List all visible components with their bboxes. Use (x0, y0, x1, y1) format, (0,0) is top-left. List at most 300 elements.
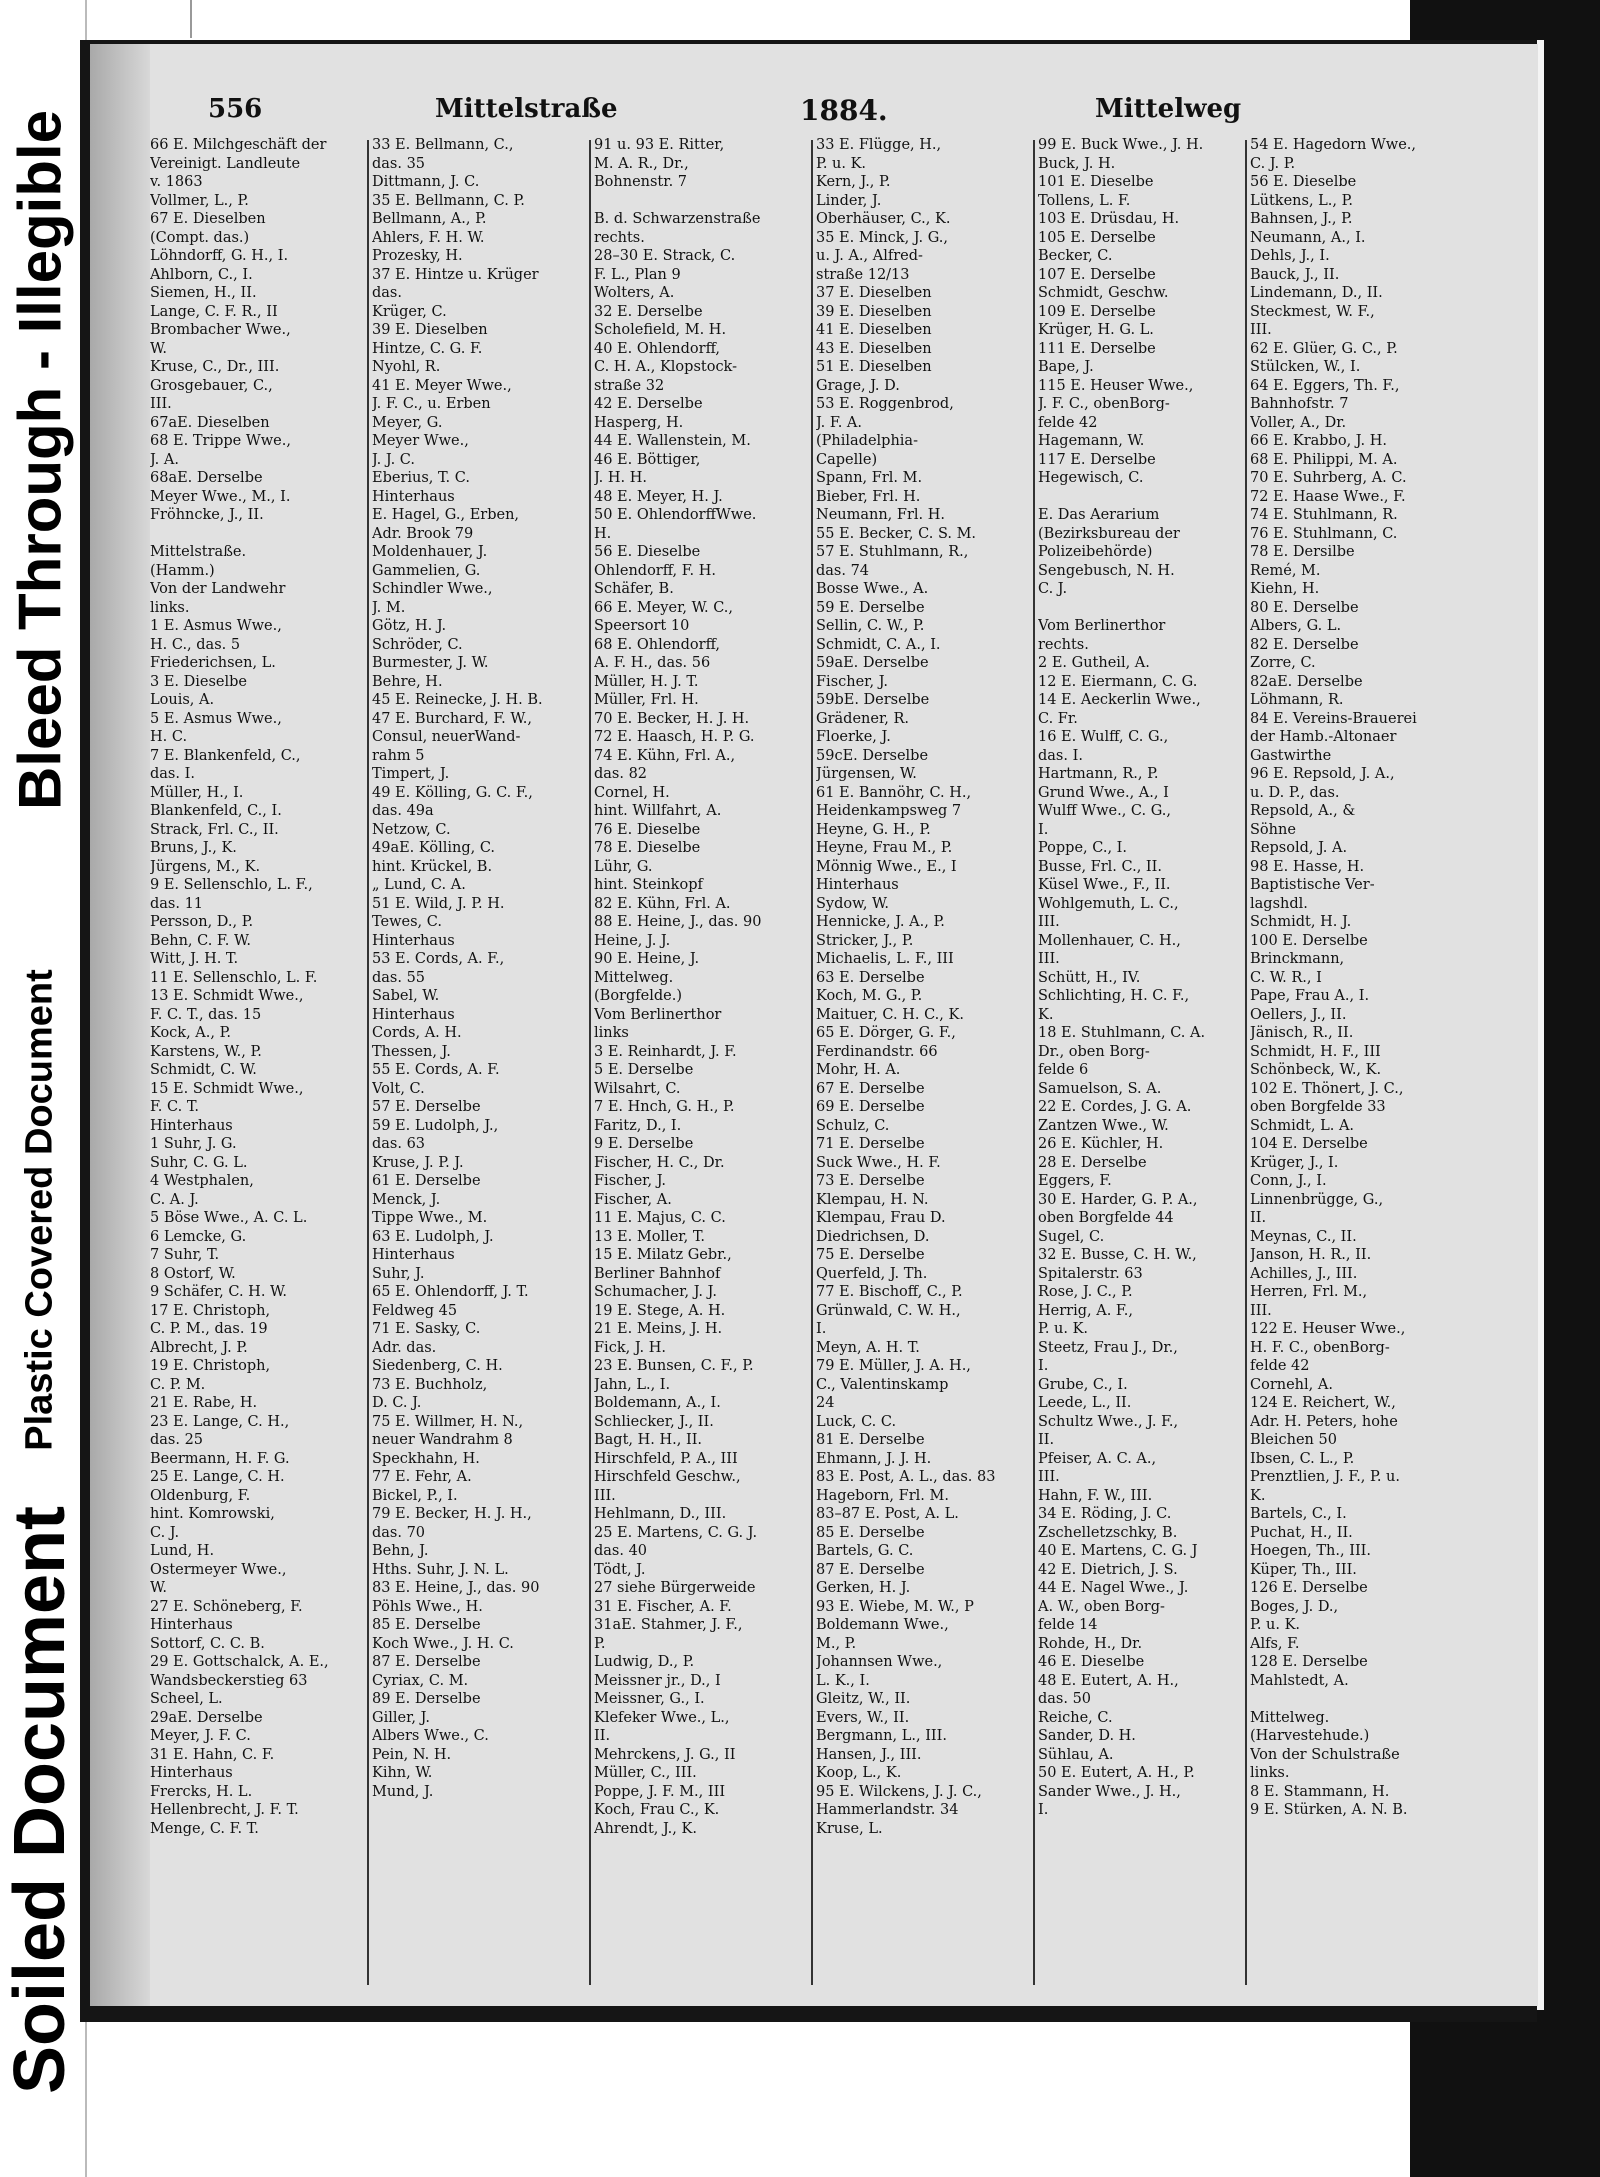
directory-entry: 48 E. Eutert, A. H., (1038, 1672, 1179, 1689)
directory-entry: 19 E. Christoph, (150, 1358, 271, 1374)
directory-entry: Brombacher Wwe., (150, 322, 291, 338)
directory-entry: Scheel, L. (150, 1691, 223, 1707)
directory-entry: H. F. C., obenBorg- (1250, 1339, 1390, 1356)
directory-entry: 8 E. Stammann, H. (1250, 1783, 1390, 1800)
directory-entry: Hahn, F. W., III. (1038, 1487, 1153, 1504)
directory-entry: 27 siehe Bürgerweide (594, 1580, 756, 1596)
directory-entry: 124 E. Reichert, W., (1250, 1395, 1396, 1411)
directory-entry: 40 E. Martens, C. G. J (1038, 1543, 1198, 1559)
directory-entry: (Hamm.) (150, 562, 215, 579)
directory-entry: Hennicke, J. A., P. (816, 914, 945, 930)
directory-entry: Achilles, J., III. (1250, 1265, 1358, 1282)
directory-entry: Kiehn, H. (1250, 581, 1320, 597)
directory-entry: Baptistische Ver- (1250, 877, 1375, 893)
directory-entry: Sengebusch, N. H. (1038, 562, 1175, 579)
directory-entry: 105 E. Derselbe (1038, 229, 1156, 246)
directory-entry: 48 E. Meyer, H. J. (594, 488, 723, 505)
directory-entry: 70 E. Suhrberg, A. C. (1250, 470, 1407, 486)
directory-entry: Brinckmann, (1250, 951, 1345, 967)
directory-column-2 (372, 136, 582, 1986)
directory-entry: rechts. (1038, 636, 1089, 653)
directory-entry: Müller, H., I. (150, 784, 244, 801)
directory-entry: Jürgensen, W. (816, 766, 917, 782)
directory-entry: 75 E. Derselbe (816, 1247, 925, 1263)
directory-entry: hint. Steinkopf (594, 877, 703, 893)
directory-entry: 7 E. Blankenfeld, C., (150, 747, 301, 764)
directory-entry: Herrig, A. F., (1038, 1302, 1133, 1319)
directory-entry: Kihn, W. (372, 1765, 433, 1781)
directory-page (90, 44, 1538, 2006)
directory-entry: 101 E. Dieselbe (1038, 174, 1154, 190)
directory-column-1 (150, 136, 360, 1986)
directory-entry: Wandsbeckerstieg 63 (150, 1672, 308, 1689)
directory-entry: Scholefield, M. H. (594, 322, 727, 338)
directory-entry: 7 Suhr, T. (150, 1247, 220, 1263)
directory-entry: 111 E. Derselbe (1038, 340, 1156, 357)
directory-entry: 32 E. Derselbe (594, 303, 703, 320)
directory-entry: Steetz, Frau J., Dr., (1038, 1339, 1178, 1356)
directory-entry: Ohlendorff, F. H. (594, 562, 717, 579)
directory-entry: Kruse, C., Dr., III. (150, 359, 280, 375)
directory-entry: felde 42 (1038, 414, 1098, 431)
directory-entry: Samuelson, S. A. (1038, 1080, 1162, 1097)
directory-entry: Sühlau, A. (1038, 1746, 1114, 1763)
directory-entry: Louis, A. (150, 692, 215, 708)
directory-entry: Siemen, H., II. (150, 285, 257, 301)
directory-entry: 76 E. Dieselbe (594, 821, 701, 838)
directory-entry: Meyer, G. (372, 414, 443, 431)
directory-entry: W. (150, 1580, 167, 1596)
directory-entry: Kruse, J. P. J. (372, 1154, 464, 1171)
directory-entry: 2 E. Gutheil, A. (1038, 655, 1150, 671)
directory-entry: 68 E. Ohlendorff, (594, 636, 720, 653)
directory-entry: Lindemann, D., II. (1250, 285, 1383, 301)
directory-entry: Meyer, J. F. C. (150, 1728, 251, 1744)
directory-entry: C. P. M., das. 19 (150, 1321, 268, 1337)
directory-entry: Nyohl, R. (372, 359, 441, 375)
directory-entry: C. J. (150, 1524, 180, 1541)
directory-entry: 68 E. Trippe Wwe., (150, 433, 291, 449)
directory-entry: Adr. das. (372, 1339, 437, 1356)
directory-entry: Rohde, H., Dr. (1038, 1635, 1143, 1652)
directory-entry: Heine, J. J. (594, 932, 671, 949)
directory-entry: 78 E. Dersilbe (1250, 544, 1355, 560)
directory-entry: Hartmann, R., P. (1038, 766, 1159, 782)
directory-column-4 (816, 136, 1026, 1986)
directory-entry (1250, 1690, 1460, 1709)
directory-entry: Hinterhaus (372, 1006, 455, 1023)
directory-entry: 99 E. Buck Wwe., J. H. (1038, 137, 1204, 153)
directory-entry: 51 E. Wild, J. P. H. (372, 895, 505, 912)
directory-entry: Götz, H. J. (372, 618, 447, 634)
directory-entry: Gleitz, W., II. (816, 1691, 911, 1707)
directory-entry: Bartels, C., I. (1250, 1506, 1347, 1522)
directory-entry: Menck, J. (372, 1191, 441, 1208)
directory-entry: 100 E. Derselbe (1250, 932, 1368, 949)
directory-entry: Müller, Frl. H. (594, 692, 699, 708)
directory-entry: Meynas, C., II. (1250, 1228, 1357, 1245)
directory-entry: 49aE. Kölling, C. (372, 840, 496, 856)
directory-entry: 1 E. Asmus Wwe., (150, 618, 282, 634)
directory-entry: Koop, L., K. (816, 1765, 902, 1781)
directory-entry: 96 E. Repsold, J. A., (1250, 766, 1395, 782)
directory-entry: 26 E. Küchler, H. (1038, 1136, 1164, 1152)
directory-entry: 59cE. Derselbe (816, 747, 929, 764)
directory-entry: Zschelletzschky, B. (1038, 1524, 1178, 1541)
directory-entry: Hinterhaus (372, 488, 455, 505)
directory-entry: straße 32 (594, 377, 665, 394)
directory-entry: 87 E. Derselbe (816, 1561, 925, 1578)
directory-entry: Puchat, H., II. (1250, 1524, 1353, 1541)
directory-entry: I. (1038, 821, 1049, 838)
directory-entry: Janson, H. R., II. (1250, 1247, 1372, 1263)
directory-entry: 53 E. Cords, A. F., (372, 951, 505, 967)
directory-entry: das. 50 (1038, 1691, 1092, 1707)
directory-entry: 67aE. Dieselben (150, 414, 270, 431)
running-head-left: Mittelstraße (435, 94, 618, 124)
directory-entry: J. A. (150, 451, 179, 468)
directory-entry: Jahn, L., I. (594, 1376, 671, 1393)
directory-entry: Meissner jr., D., I (594, 1672, 721, 1689)
directory-entry: Cornehl, A. (1250, 1376, 1333, 1393)
directory-entry: 107 E. Derselbe (1038, 266, 1156, 283)
directory-entry: Schindler Wwe., (372, 581, 493, 597)
directory-entry: Löhmann, R. (1250, 692, 1344, 708)
directory-entry: Koch, M. G., P. (816, 988, 923, 1004)
directory-entry: Polizeibehörde) (1038, 544, 1153, 560)
directory-entry: 57 E. Derselbe (372, 1099, 481, 1115)
directory-entry: 67 E. Derselbe (816, 1080, 925, 1097)
directory-entry: Hinterhaus (372, 932, 455, 949)
directory-entry: 1 Suhr, J. G. (150, 1136, 237, 1152)
directory-entry: Grube, C., I. (1038, 1376, 1128, 1393)
directory-entry: Grage, J. D. (816, 377, 900, 394)
directory-entry: Reiche, C. (1038, 1709, 1113, 1726)
directory-entry: II. (594, 1728, 611, 1744)
directory-entry: Blankenfeld, C., I. (150, 803, 282, 819)
column-divider (1033, 140, 1035, 1985)
directory-entry: J. F. A. (816, 414, 863, 431)
column-divider (1245, 140, 1247, 1985)
directory-entry: 83 E. Post, A. L., das. 83 (816, 1469, 996, 1485)
directory-entry: rechts. (594, 229, 645, 246)
directory-entry: Speckhahn, H. (372, 1450, 480, 1467)
directory-entry: D. C. J. (372, 1395, 422, 1411)
directory-entry: 39 E. Dieselben (816, 303, 932, 320)
directory-entry: Sugel, C. (1038, 1228, 1105, 1245)
directory-entry: Poppe, C., I. (1038, 840, 1128, 856)
directory-entry: Schliecker, J., II. (594, 1413, 714, 1430)
directory-entry: Hinterhaus (372, 1247, 455, 1263)
directory-entry: III. (150, 396, 172, 412)
directory-entry: Mund, J. (372, 1783, 434, 1800)
directory-entry: 15 E. Schmidt Wwe., (150, 1080, 304, 1097)
directory-entry: Bellmann, A., P. (372, 211, 487, 227)
directory-entry: Menge, C. F. T. (150, 1820, 259, 1837)
directory-entry: E. Hagel, G., Erben, (372, 507, 520, 523)
directory-entry: das. 35 (372, 155, 426, 172)
directory-entry: Hasperg, H. (594, 414, 684, 431)
binding-gutter (90, 44, 150, 2006)
directory-entry: Beermann, H. F. G. (150, 1450, 290, 1467)
directory-entry: Heyne, Frau M., P. (816, 840, 953, 856)
directory-entry: Capelle) (816, 451, 878, 468)
directory-entry: Fischer, H. C., Dr. (594, 1154, 725, 1171)
directory-entry: (Borgfelde.) (594, 988, 682, 1004)
directory-entry: Kruse, L. (816, 1820, 883, 1837)
directory-entry: 87 E. Derselbe (372, 1654, 481, 1670)
directory-entry: M., P. (816, 1635, 857, 1652)
directory-entry: Lund, H. (150, 1543, 215, 1559)
directory-entry: Hirschfeld Geschw., (594, 1469, 741, 1485)
directory-entry: Klefeker Wwe., L., (594, 1709, 730, 1726)
directory-entry: Strack, Frl. C., II. (150, 821, 279, 838)
directory-entry: Bickel, P., I. (372, 1487, 458, 1504)
directory-entry: Timpert, J. (372, 766, 450, 782)
directory-entry: 45 E. Reinecke, J. H. B. (372, 692, 543, 708)
directory-entry: Spann, Frl. M. (816, 470, 923, 486)
directory-entry: Suhr, J. (372, 1265, 425, 1282)
directory-entry: Feldweg 45 (372, 1302, 458, 1319)
directory-entry: 69 E. Derselbe (816, 1099, 925, 1115)
directory-entry: 82aE. Derselbe (1250, 673, 1363, 690)
directory-entry (1038, 488, 1238, 507)
directory-entry: Schönbeck, W., K. (1250, 1062, 1382, 1078)
directory-entry: Mollenhauer, C. H., (1038, 932, 1181, 949)
directory-entry: Hirschfeld, P. A., III (594, 1450, 738, 1467)
directory-entry: Cyriax, C. M. (372, 1672, 469, 1689)
directory-entry: Oberhäuser, C., K. (816, 211, 951, 227)
directory-entry: Pein, N. H. (372, 1746, 452, 1763)
directory-entry: Fröhncke, J., II. (150, 507, 264, 523)
directory-entry: 13 E. Moller, T. (594, 1228, 706, 1245)
directory-entry: Spitalerstr. 63 (1038, 1265, 1143, 1282)
directory-entry: 49 E. Kölling, G. C. F., (372, 784, 533, 801)
directory-entry: u. J. A., Alfred- (816, 248, 923, 264)
directory-entry: 50 E. Eutert, A. H., P. (1038, 1765, 1195, 1781)
directory-entry: III. (594, 1487, 616, 1504)
directory-entry: 103 E. Drüsdau, H. (1038, 211, 1180, 227)
directory-entry: 63 E. Ludolph, J. (372, 1228, 494, 1245)
directory-entry: Vollmer, L., P. (150, 192, 249, 209)
directory-entry: Adr. Brook 79 (372, 525, 474, 542)
directory-entry: W. (150, 340, 167, 357)
directory-entry: 109 E. Derselbe (1038, 303, 1156, 320)
directory-entry: Mittelstraße. (150, 544, 247, 560)
directory-entry: 40 E. Ohlendorff, (594, 340, 720, 357)
column-divider (811, 140, 813, 1985)
directory-entry: 93 E. Wiebe, M. W., P (816, 1598, 974, 1615)
directory-entry: Grünwald, C. W. H., (816, 1302, 961, 1319)
directory-entry: Netzow, C. (372, 821, 451, 838)
directory-entry: links (594, 1025, 629, 1041)
directory-entry: Dittmann, J. C. (372, 174, 480, 190)
directory-entry: Kock, A., P. (150, 1025, 232, 1041)
directory-entry: Von der Landwehr (150, 581, 286, 597)
directory-entry: Meyn, A. H. T. (816, 1339, 920, 1356)
directory-entry: Bleichen 50 (1250, 1432, 1337, 1448)
directory-entry: Buck, J. H. (1038, 155, 1116, 172)
directory-entry: oben Borgfelde 44 (1038, 1210, 1174, 1226)
directory-entry: Ibsen, C. L., P. (1250, 1450, 1355, 1467)
directory-entry: Mohr, H. A. (816, 1062, 901, 1078)
directory-entry: 72 E. Haasch, H. P. G. (594, 729, 755, 745)
directory-entry: 23 E. Lange, C. H., (150, 1413, 290, 1430)
directory-entry: Pöhls Wwe., H. (372, 1598, 483, 1615)
directory-entry: Jänisch, R., II. (1250, 1025, 1354, 1041)
directory-entry: Grädener, R. (816, 710, 910, 727)
directory-entry: Dehls, J., I. (1250, 248, 1330, 264)
directory-entry: 55 E. Becker, C. S. M. (816, 525, 977, 542)
directory-entry: 59 E. Ludolph, J., (372, 1117, 499, 1134)
directory-entry: Bagt, H. H., II. (594, 1432, 703, 1448)
directory-entry: 84 E. Vereins-Brauerei (1250, 710, 1417, 727)
directory-entry: Meyer Wwe., M., I. (150, 488, 291, 505)
directory-entry: Vom Berlinerthor (1038, 618, 1166, 634)
directory-entry: 46 E. Böttiger, (594, 451, 701, 468)
directory-entry: Linder, J. (816, 192, 882, 209)
directory-entry: 104 E. Derselbe (1250, 1136, 1368, 1152)
directory-entry: 25 E. Martens, C. G. J. (594, 1524, 758, 1541)
directory-entry: Sydow, W. (816, 895, 890, 912)
directory-entry: Klempau, Frau D. (816, 1210, 946, 1226)
directory-entry: 79 E. Müller, J. A. H., (816, 1358, 971, 1374)
directory-entry: Mehrckens, J. G., II (594, 1746, 736, 1763)
directory-entry: Prenztlien, J. F., P. u. (1250, 1469, 1401, 1485)
directory-entry: 39 E. Dieselben (372, 322, 488, 338)
directory-entry: 37 E. Dieselben (816, 285, 932, 301)
directory-entry: Fischer, A. (594, 1191, 672, 1208)
directory-entry: Hellenbrecht, J. F. T. (150, 1802, 299, 1818)
directory-entry: Thessen, J. (372, 1043, 451, 1060)
directory-entry: der Hamb.-Altonaer (1250, 729, 1397, 745)
directory-entry: 33 E. Bellmann, C., (372, 137, 514, 153)
directory-entry: 54 E. Hagedorn Wwe., (1250, 137, 1417, 153)
directory-entry: 62 E. Glüer, G. C., P. (1250, 340, 1398, 357)
directory-entry: Stricker, J., P. (816, 932, 914, 949)
directory-entry: 95 E. Wilckens, J. J. C., (816, 1783, 982, 1800)
directory-entry: Faritz, D., I. (594, 1117, 682, 1134)
directory-entry: Löhndorff, G. H., I. (150, 248, 289, 264)
directory-entry: Mönnig Wwe., E., I (816, 858, 957, 875)
directory-entry: 22 E. Cordes, J. G. A. (1038, 1099, 1192, 1115)
directory-entry: 35 E. Minck, J. G., (816, 229, 949, 246)
directory-entry: Bahnhofstr. 7 (1250, 396, 1349, 412)
directory-entry: 68aE. Derselbe (150, 470, 263, 486)
directory-entry: Behn, C. F. W. (150, 932, 251, 949)
directory-entry: E. Das Aerarium (1038, 507, 1160, 523)
directory-entry: 43 E. Dieselben (816, 340, 932, 357)
directory-entry: das. 74 (816, 562, 870, 579)
directory-entry: J. F. C., obenBorg- (1038, 396, 1170, 412)
directory-entry: 33 E. Flügge, H., (816, 137, 942, 153)
directory-entry: links. (1250, 1765, 1290, 1781)
directory-entry: Ludwig, D., P. (594, 1654, 695, 1670)
directory-entry: Busse, Frl. C., II. (1038, 858, 1162, 875)
directory-entry: links. (150, 599, 190, 616)
directory-entry: 56 E. Dieselbe (594, 544, 701, 560)
directory-entry: Wulff Wwe., C. G., (1038, 803, 1172, 819)
directory-entry: Zorre, C. (1250, 655, 1316, 671)
directory-entry: 64 E. Eggers, Th. F., (1250, 377, 1400, 394)
directory-entry: Repsold, A., & (1250, 803, 1356, 819)
directory-entry: Hehlmann, D., III. (594, 1506, 727, 1522)
directory-entry: 126 E. Derselbe (1250, 1580, 1368, 1596)
directory-entry: Ehmann, J. J. H. (816, 1450, 932, 1467)
directory-entry: 89 E. Derselbe (372, 1691, 481, 1707)
directory-entry: Mittelweg. (1250, 1709, 1330, 1726)
directory-entry: Bahnsen, J., P. (1250, 211, 1353, 227)
directory-entry: Jürgens, M., K. (150, 858, 261, 875)
directory-entry: Hegewisch, C. (1038, 470, 1144, 486)
directory-entry: Albers Wwe., C. (372, 1728, 489, 1744)
directory-entry: 85 E. Derselbe (372, 1617, 481, 1633)
directory-entry: Bape, J. (1038, 359, 1094, 375)
directory-entry: Albrecht, J. P. (150, 1339, 248, 1356)
directory-entry: J. F. C., u. Erben (372, 396, 491, 412)
directory-entry: Luck, C. C. (816, 1413, 897, 1430)
directory-entry: 77 E. Fehr, A. (372, 1469, 472, 1485)
directory-entry: 51 E. Dieselben (816, 359, 932, 375)
directory-entry: Albers, G. L. (1250, 618, 1342, 634)
directory-entry: Herren, Frl. M., (1250, 1284, 1368, 1300)
directory-entry: 63 E. Derselbe (816, 969, 925, 986)
directory-entry: Friederichsen, L. (150, 655, 276, 671)
directory-entry: 66 E. Meyer, W. C., (594, 599, 734, 616)
directory-entry: 66 E. Krabbo, J. H. (1250, 433, 1387, 449)
directory-entry: Tollens, L. F. (1038, 192, 1131, 209)
directory-entry (150, 525, 360, 544)
directory-entry: 68 E. Philippi, M. A. (1250, 451, 1398, 468)
directory-entry: 35 E. Bellmann, C. P. (372, 192, 525, 209)
directory-entry: Pape, Frau A., I. (1250, 988, 1370, 1004)
column-divider (367, 140, 369, 1985)
directory-entry: Tippe Wwe., M. (372, 1210, 488, 1226)
directory-entry: J. M. (372, 599, 406, 616)
directory-entry: Ahlers, F. H. W. (372, 229, 485, 246)
previous-page-edge (190, 0, 1424, 38)
directory-entry: C. A. J. (150, 1191, 199, 1208)
directory-entry: Schumacher, J. J. (594, 1284, 717, 1300)
directory-entry: (Harvestehude.) (1250, 1728, 1370, 1744)
directory-entry: Meissner, G., I. (594, 1691, 705, 1707)
directory-entry: 73 E. Derselbe (816, 1173, 925, 1189)
directory-entry: 72 E. Haase Wwe., F. (1250, 488, 1406, 505)
directory-entry: J. J. C. (372, 451, 415, 468)
directory-entry: H. C., das. 5 (150, 636, 241, 653)
page-number: 556 (208, 94, 263, 124)
directory-entry: 30 E. Harder, G. P. A., (1038, 1191, 1198, 1208)
directory-entry: Lütkens, L., P. (1250, 192, 1354, 209)
directory-entry: 81 E. Derselbe (816, 1432, 925, 1448)
directory-entry: Krüger, H. G. L. (1038, 322, 1154, 338)
directory-entry: Oellers, J., II. (1250, 1006, 1347, 1023)
directory-entry: 8 Ostorf, W. (150, 1265, 236, 1282)
directory-entry: 71 E. Derselbe (816, 1136, 925, 1152)
directory-entry: Linnenbrügge, G., (1250, 1191, 1384, 1208)
directory-entry: Berliner Bahnhof (594, 1265, 721, 1282)
directory-entry: „ Lund, C. A. (372, 877, 466, 893)
directory-entry: 41 E. Dieselben (816, 322, 932, 338)
directory-entry: Von der Schulstraße (1250, 1746, 1400, 1763)
directory-entry: Schlichting, H. C. F., (1038, 988, 1190, 1004)
directory-entry: III. (1038, 1469, 1060, 1485)
directory-entry: Maituer, C. H. C., K. (816, 1006, 964, 1023)
directory-entry: Oldenburg, F. (150, 1487, 251, 1504)
directory-entry: 18 E. Stuhlmann, C. A. (1038, 1025, 1206, 1041)
directory-entry: Schütt, H., IV. (1038, 969, 1141, 986)
directory-entry: 46 E. Dieselbe (1038, 1654, 1145, 1670)
